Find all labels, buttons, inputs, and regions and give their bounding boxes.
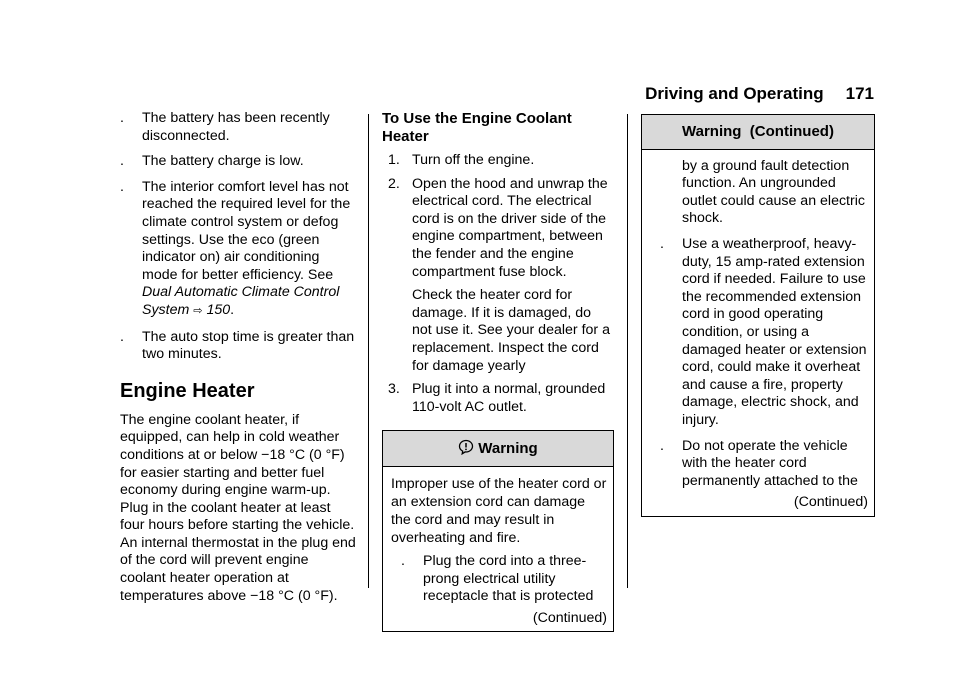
bullet-text: The battery has been recently disconnected. [142, 110, 330, 144]
cross-reference-page[interactable]: 150 [206, 301, 231, 318]
step-note: Check the heater cord for damage. If it is damaged, do not use it. See your dealer for a replacement. Inspect the cord for damage yearly [412, 287, 610, 374]
bullet-marker: . [660, 437, 664, 454]
warning-intro: Improper use of the heater cord or an extension cord can damage the cord and may result in overheating and fire. [391, 475, 607, 546]
warning-lead: by a ground fault detection function. An ungrounded outlet could cause an electric shock. [682, 157, 865, 227]
list-item [120, 153, 356, 171]
page-ref-arrow-icon: ⇨ [193, 304, 203, 317]
section-title: Driving and Operating [645, 84, 824, 103]
list-item [382, 381, 614, 416]
list-item [120, 110, 356, 145]
list-item [650, 438, 868, 491]
bullet-text: Plug the cord into a three-prong electrical utility receptacle that is protected [423, 552, 594, 605]
bullet-text: The battery charge is low. [142, 153, 304, 170]
page-number: 171 [845, 84, 874, 103]
step-text: Plug it into a normal, grounded 110-volt AC outlet. [412, 381, 606, 415]
warning-header: Warning (Continued) [642, 115, 874, 150]
step-text: Turn off the engine. [412, 152, 535, 168]
list-item [120, 179, 356, 321]
column-divider [627, 114, 628, 588]
bullet-marker: . [120, 110, 124, 126]
step-number: 2. [388, 175, 400, 192]
bullet-text: The auto stop time is greater than two minutes. [142, 328, 355, 363]
cross-reference-link[interactable]: Dual Automatic Climate Control System [142, 284, 340, 318]
warning-body [383, 467, 613, 631]
bullet-marker: . [401, 552, 405, 569]
bullet-marker: . [120, 328, 124, 345]
bullet-text: Use a weatherproof, heavy-duty, 15 amp-rated extension cord if needed. Failure to use the recommended extension cord in good operating condition, or using a damaged heater or extension cord, could make it overheat and cause a fire, property damage, electric shock, and injury. [682, 235, 867, 428]
warning-body [642, 150, 874, 516]
list-item [382, 152, 614, 170]
bullet-marker: . [120, 153, 124, 170]
section-heading: Engine Heater [120, 379, 255, 402]
list-item [120, 329, 356, 364]
step-number: 1. [388, 152, 400, 168]
list-item [650, 236, 868, 430]
bullet-marker: . [660, 235, 664, 252]
column-divider [368, 114, 369, 588]
column-2 [382, 110, 614, 632]
list-item [382, 176, 614, 282]
warning-box [382, 430, 614, 632]
warning-header [383, 431, 613, 467]
warning-title: Warning [478, 440, 538, 458]
warning-box [641, 114, 875, 517]
step-text: Open the hood and unwrap the electrical cord. The electrical cord is on the driver side of the engine compartment, between the fender and the engine compartment fuse block. [412, 175, 608, 280]
step-number: 3. [388, 381, 400, 398]
column-1 [120, 110, 356, 611]
bullet-text: Do not operate the vehicle with the heater cord permanently attached to the [682, 437, 858, 489]
period: . [230, 301, 235, 318]
continued-label: (Continued) [793, 494, 868, 511]
column-3 [641, 114, 875, 517]
subsection-heading: To Use the Engine Coolant Heater [382, 110, 572, 145]
body-paragraph: The engine coolant heater, if equipped, can help in cold weather conditions at or below −18 °C (0 °F) for easier starting and better fuel economy during engine warm-up. Plug in the coolant heater at least four hours before starting the vehicle. An internal thermostat in the plug end of the cord will prevent engine coolant heater operation at temperatures above −18 °C (0 °F). [120, 411, 356, 604]
bullet-text: The interior comfort level has not reached the required level for the climate control system or defog settings. Use the eco (green indicator on) air conditioning mode for better efficiency. See [142, 178, 351, 283]
page-header [645, 84, 874, 104]
bullet-marker: . [120, 178, 124, 195]
warning-icon [458, 439, 474, 455]
continued-label: (Continued) [532, 609, 607, 626]
list-item [391, 553, 607, 606]
